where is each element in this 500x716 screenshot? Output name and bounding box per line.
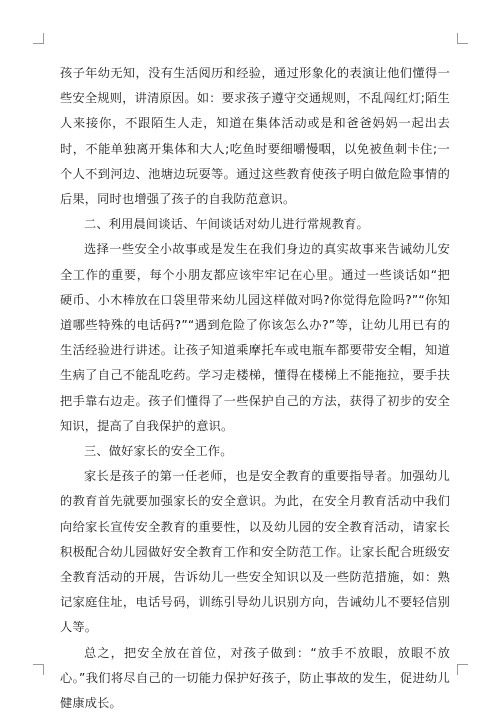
paragraph-1: 孩子年幼无知，没有生活阅历和经验，通过形象化的表演让他们懂得一些安全规则，讲清原因。如：要求孩子遵守交通规则，不乱闯红灯;陌生人来接你，不跟陌生人走，知道在集体活动或是和爸爸妈妈一起出去时，不能单独离开集体和大人;吃鱼时要细嚼慢咽，以免被鱼刺卡住;一个人不到河边、池塘边玩耍等。通过这些教育使孩子明白做危险事情的后果，同时也增强了孩子的自我防范意识。 bbox=[60, 66, 450, 207]
crop-mark-bottom-left bbox=[33, 664, 44, 675]
section-heading-2: 二、利用晨间谈话、午间谈话对幼儿进行常规教育。 bbox=[84, 217, 369, 232]
section-heading-3: 三、做好家长的安全工作。 bbox=[84, 444, 233, 459]
paragraph-6: 总之，把安全放在首位，对孩子做到：“放手不放眼，放眼不放心。”我们将尽自己的一切能力保护好孩子，防止事故的发生，促进幼儿健康成长。 bbox=[60, 645, 450, 711]
crop-mark-top-right bbox=[457, 33, 468, 44]
paragraph-3: 选择一些安全小故事或是发生在我们身边的真实故事来告诫幼儿安全工作的重要，每个小朋友都应该牢牢记在心里。通过一些谈话如“把硬币、小木棒放在口袋里带来幼儿园这样做对吗?你觉得危险吗?”“你知道哪些特殊的电话码?”“遇到危险了你该怎么办?”等，让幼儿用已有的生活经验进行讲述。让孩子知道乘摩托车或电瓶车都要带安全帽，知道生病了自己不能乱吃药。学习走楼梯，懂得在楼梯上不能拖拉，要手扶把手靠右边走。孩子们懂得了一些保护自己的方法，获得了初步的安全知识，提高了自我保护的意识。 bbox=[60, 242, 450, 433]
crop-mark-top-left bbox=[33, 33, 44, 44]
document-body bbox=[60, 61, 450, 716]
paragraph-5: 家长是孩子的第一任老师，也是安全教育的重要指导者。加强幼儿的教育首先就要加强家长的安全意识。为此，在安全月教育活动中我们向给家长宣传安全教育的重要性，以及幼儿园的安全教育活动，请家长积极配合幼儿园做好安全教育工作和安全防范工作。让家长配合班级安全教育活动的开展，告诉幼儿一些安全知识以及一些防范措施，如：熟记家庭住址，电话号码，训练引导幼儿识别方向，告诫幼儿不要轻信别人等。 bbox=[60, 469, 450, 635]
crop-mark-bottom-right bbox=[457, 664, 468, 675]
